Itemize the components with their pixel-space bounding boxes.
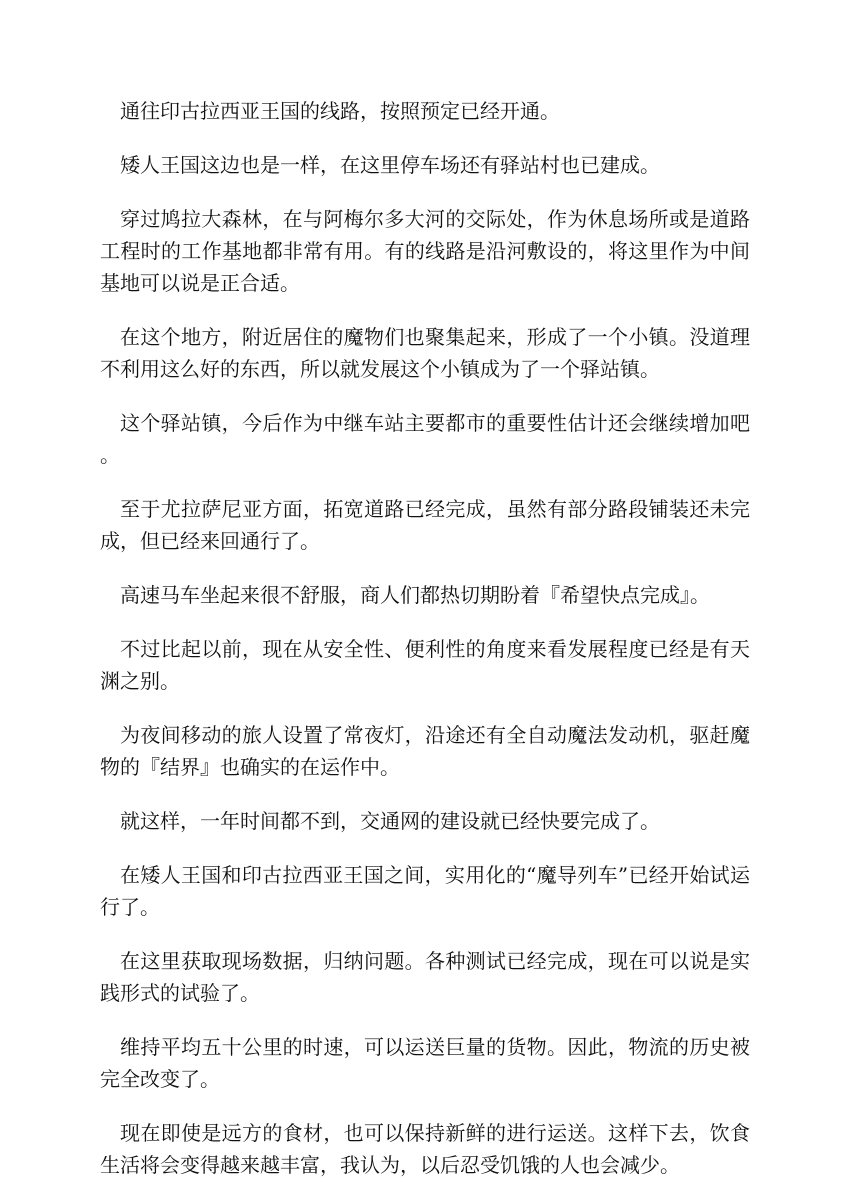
paragraph: 现在即使是远方的食材，也可以保持新鲜的进行运送。这样下去，饮食生活将会变得越来越丰富，我认为，以后忍受饥饿的人也会减少。: [100, 1121, 750, 1177]
paragraph: 维持平均五十公里的时速，可以运送巨量的货物。因此，物流的历史被完全改变了。: [100, 1035, 750, 1091]
paragraph: 在这里获取现场数据，归纳问题。各种测试已经完成，现在可以说是实践形式的试验了。: [100, 949, 750, 1005]
paragraph: 穿过鸠拉大森林，在与阿梅尔多大河的交际处，作为休息场所或是道路工程时的工作基地都非常有用。有的线路是沿河敷设的，将这里作为中间基地可以说是正合适。: [100, 207, 750, 295]
paragraph: 就这样，一年时间都不到，交通网的建设就已经快要完成了。: [120, 809, 660, 833]
paragraph: 在这个地方，附近居住的魔物们也聚集起来，形成了一个小镇。没道理不利用这么好的东西，所以就发展这个小镇成为了一个驿站镇。: [100, 325, 750, 381]
paragraph: 至于尤拉萨尼亚方面，拓宽道路已经完成，虽然有部分路段铺装还未完成，但已经来回通行了。: [100, 497, 750, 553]
paragraph: 不过比起以前，现在从安全性、便利性的角度来看发展程度已经是有天渊之别。: [100, 637, 750, 693]
paragraph: 这个驿站镇，今后作为中继车站主要都市的重要性估计还会继续增加吧。: [100, 411, 750, 467]
paragraph: 在矮人王国和印古拉西亚王国之间，实用化的“魔导列车”已经开始试运行了。: [100, 863, 750, 919]
paragraph: 高速马车坐起来很不舒服，商人们都热切期盼着『希望快点完成』。: [120, 583, 710, 607]
paragraph: 为夜间移动的旅人设置了常夜灯，沿途还有全自动魔法发动机，驱赶魔物的『结界』也确实的在运作中。: [100, 723, 750, 779]
paragraph: 矮人王国这边也是一样，在这里停车场还有驿站村也已建成。: [120, 153, 660, 177]
paragraph: 通往印古拉西亚王国的线路，按照预定已经开通。: [120, 99, 560, 123]
document-body: [100, 95, 750, 1203]
